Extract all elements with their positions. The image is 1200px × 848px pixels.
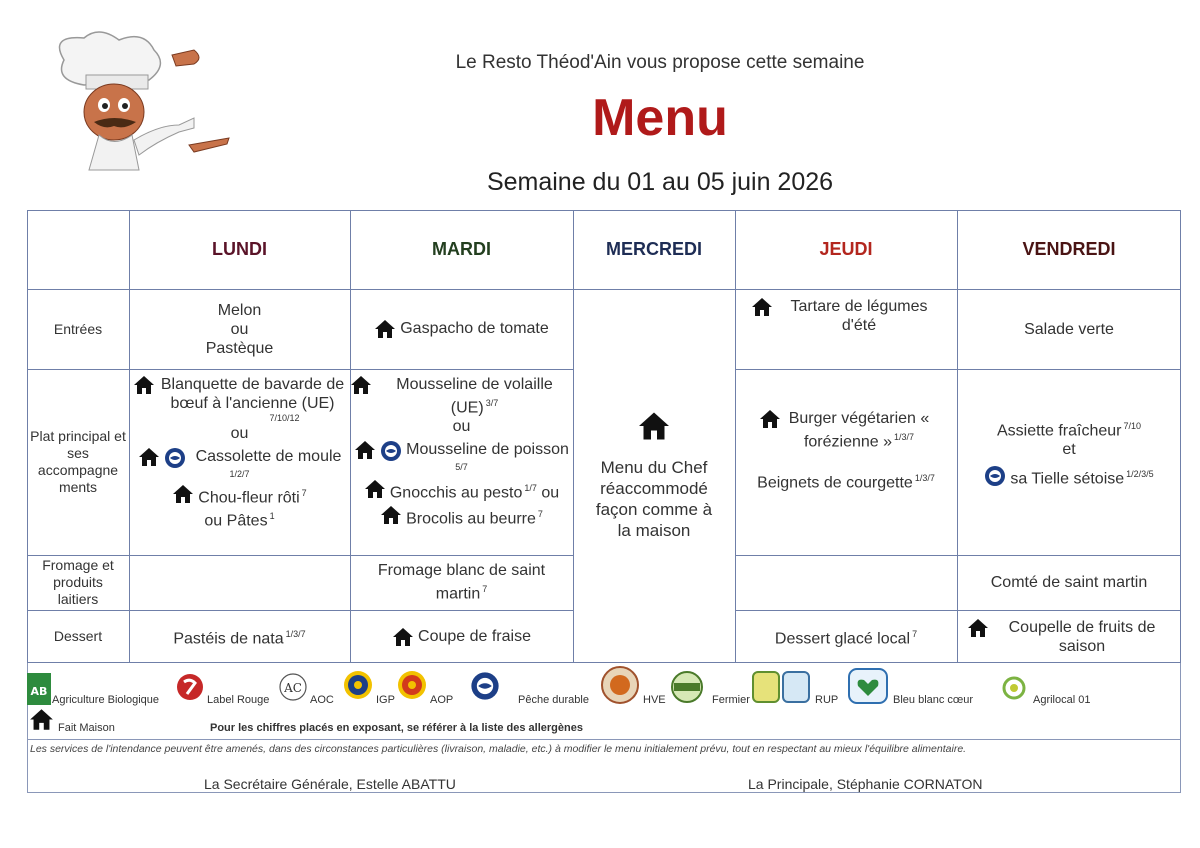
menu-item: Mousseline de volaille (UE) $^{3/7}$ bbox=[396, 376, 553, 417]
label-rouge-icon bbox=[175, 672, 205, 702]
legend-aoc-label: AOC bbox=[310, 694, 334, 706]
menu-item: Comté de saint martin bbox=[990, 574, 1148, 591]
jeudi-dessert bbox=[735, 610, 957, 663]
allergenes-note: Pour les chiffres placés en exposant, se référer à la liste des allergènes bbox=[210, 722, 583, 734]
lundi-entree bbox=[129, 289, 350, 369]
menu-item: Menu du Chef réaccommodé façon comme à la maison bbox=[595, 458, 713, 540]
lundi-dessert bbox=[129, 610, 350, 663]
legend-peche-label: Pêche durable bbox=[518, 694, 589, 706]
home-icon bbox=[392, 627, 414, 647]
day-header-mercredi: MERCREDI bbox=[605, 239, 702, 259]
mercredi-plat bbox=[573, 289, 735, 663]
svg-text:AB: AB bbox=[30, 685, 48, 698]
day-header-jeudi: JEUDI bbox=[819, 239, 873, 259]
menu-item: Brocolis au beurre $^7$ bbox=[406, 508, 543, 527]
igp-icon bbox=[343, 670, 373, 700]
legend-bbc-label: Bleu blanc cœur bbox=[893, 694, 974, 706]
menu-item: Mousseline de poisson bbox=[406, 441, 569, 459]
menu-connector: ou bbox=[452, 418, 471, 436]
legend-aop-label: AOP bbox=[430, 694, 454, 706]
menu-item: Assiette fraîcheur $^{7/10}$ bbox=[996, 421, 1142, 440]
menu-item: Chou-fleur rôti $^7$ bbox=[198, 488, 307, 507]
mardi-fromage bbox=[350, 555, 573, 610]
menu-item: Dessert glacé local $^7$ bbox=[774, 628, 918, 648]
aoc-icon bbox=[278, 672, 308, 702]
legend-igp-label: IGP bbox=[376, 694, 395, 706]
allergen-note: 1/2/7 bbox=[229, 469, 250, 479]
day-header-lundi: LUNDI bbox=[212, 239, 267, 259]
menu-item: Pastéis de nata $^{1/3/7}$ bbox=[173, 628, 306, 648]
home-icon bbox=[759, 409, 781, 429]
mardi-entree bbox=[350, 289, 573, 369]
menu-item: Coupe de fraise bbox=[418, 627, 531, 645]
signature-secretaire: La Secrétaire Générale, Estelle ABATTU bbox=[204, 776, 456, 792]
day-header-mardi: MARDI bbox=[432, 239, 491, 259]
bleu-blanc-coeur-icon bbox=[848, 668, 888, 704]
legend-fermier-label: Fermier bbox=[712, 694, 750, 706]
menu-item: ou bbox=[230, 320, 249, 338]
fermier-icon bbox=[668, 670, 706, 704]
peche-durable-icon bbox=[470, 671, 500, 701]
menu-item: sa Tielle sétoise $^{1/2/3/5}$ bbox=[1010, 469, 1154, 488]
jeudi-plat bbox=[735, 369, 957, 555]
legend-rup-label: RUP bbox=[815, 694, 839, 706]
menu-item: Melon bbox=[217, 301, 262, 319]
legend-hve-label: HVE bbox=[643, 694, 666, 706]
home-icon bbox=[354, 440, 376, 460]
peche-durable-icon bbox=[380, 440, 402, 462]
allergen-note: 5/7 bbox=[455, 462, 468, 473]
legend-agrilocal-label: Agrilocal 01 bbox=[1033, 694, 1091, 706]
allergen-note: 7/10/12 bbox=[269, 413, 300, 423]
rup-icon bbox=[752, 671, 812, 703]
home-icon bbox=[138, 447, 160, 467]
menu-item: Coupelle de fruits de saison bbox=[1008, 618, 1156, 655]
legend-bio-label: Agriculture Biologique bbox=[52, 694, 160, 706]
subtitle: Le Resto Théod'Ain vous propose cette semaine bbox=[455, 52, 865, 73]
menu-table bbox=[27, 210, 1181, 663]
home-icon bbox=[350, 375, 372, 395]
menu-item: Pastèque bbox=[205, 339, 274, 357]
home-icon bbox=[637, 411, 671, 441]
page-title: Menu bbox=[592, 89, 728, 147]
day-header-vendredi: VENDREDI bbox=[1022, 239, 1116, 259]
row-label-fromage: Fromage et produits laitiers bbox=[42, 557, 114, 607]
lundi-plat bbox=[129, 369, 350, 555]
menu-item: Tartare de légumes d'été bbox=[790, 298, 928, 334]
vendredi-entree bbox=[957, 289, 1181, 369]
menu-item: Gaspacho de tomate bbox=[400, 320, 549, 337]
legend-label-rouge-label: Label Rouge bbox=[207, 694, 270, 706]
row-label-dessert: Dessert bbox=[53, 628, 103, 644]
vendredi-fromage bbox=[957, 555, 1181, 610]
week-label: Semaine du 01 au 05 juin 2026 bbox=[486, 168, 834, 196]
row-label-plat: Plat principal et ses accompagne ments bbox=[30, 428, 126, 495]
menu-item: Fromage blanc de saint martin $^7$ bbox=[377, 562, 546, 603]
home-icon bbox=[172, 484, 194, 504]
menu-connector: ou bbox=[230, 425, 249, 442]
legend-fait-maison-label: Fait Maison bbox=[58, 722, 115, 734]
svg-text:AC: AC bbox=[284, 681, 302, 695]
divider bbox=[27, 739, 1181, 740]
menu-item: Blanquette de bavarde de bœuf à l'ancienne (UE) bbox=[160, 376, 345, 412]
menu-item: Burger végétarien « forézienne » $^{1/3/7}$ bbox=[788, 410, 930, 451]
peche-durable-icon bbox=[164, 447, 186, 469]
menu-item: Gnocchis au pesto $^{1/7}$ ou bbox=[389, 483, 560, 502]
footer-note: Les services de l'intendance peuvent être amenés, dans des circonstances particulières (livraison, maladie, etc.) à modifier le menu initialement prévu, tout en respectant au mieux l'équilibre alimentaire. bbox=[30, 743, 967, 755]
vendredi-plat bbox=[957, 369, 1181, 555]
menu-connector: et bbox=[1062, 441, 1076, 459]
menu-item: ou Pâtes $^1$ bbox=[204, 511, 275, 530]
menu-item: Salade verte bbox=[1024, 320, 1114, 338]
home-icon bbox=[967, 618, 989, 638]
jeudi-entree bbox=[735, 289, 957, 369]
home-icon bbox=[380, 505, 402, 525]
home-icon bbox=[374, 319, 396, 339]
agrilocal-icon bbox=[1000, 676, 1028, 702]
home-icon bbox=[29, 708, 54, 731]
hve-icon bbox=[600, 666, 640, 704]
menu-item: Cassolette de moule bbox=[195, 448, 342, 465]
menu-item: Beignets de courgette $^{1/3/7}$ bbox=[757, 473, 935, 492]
home-icon bbox=[133, 375, 155, 395]
aop-icon bbox=[397, 670, 427, 700]
signature-principale: La Principale, Stéphanie CORNATON bbox=[748, 776, 983, 792]
home-icon bbox=[364, 479, 386, 499]
peche-durable-icon bbox=[984, 465, 1006, 487]
row-label-entrees: Entrées bbox=[53, 320, 103, 337]
mardi-dessert bbox=[350, 610, 573, 663]
vendredi-dessert bbox=[957, 610, 1181, 663]
agriculture-bio-icon bbox=[27, 673, 51, 705]
mardi-plat bbox=[350, 369, 573, 555]
home-icon bbox=[751, 297, 773, 317]
